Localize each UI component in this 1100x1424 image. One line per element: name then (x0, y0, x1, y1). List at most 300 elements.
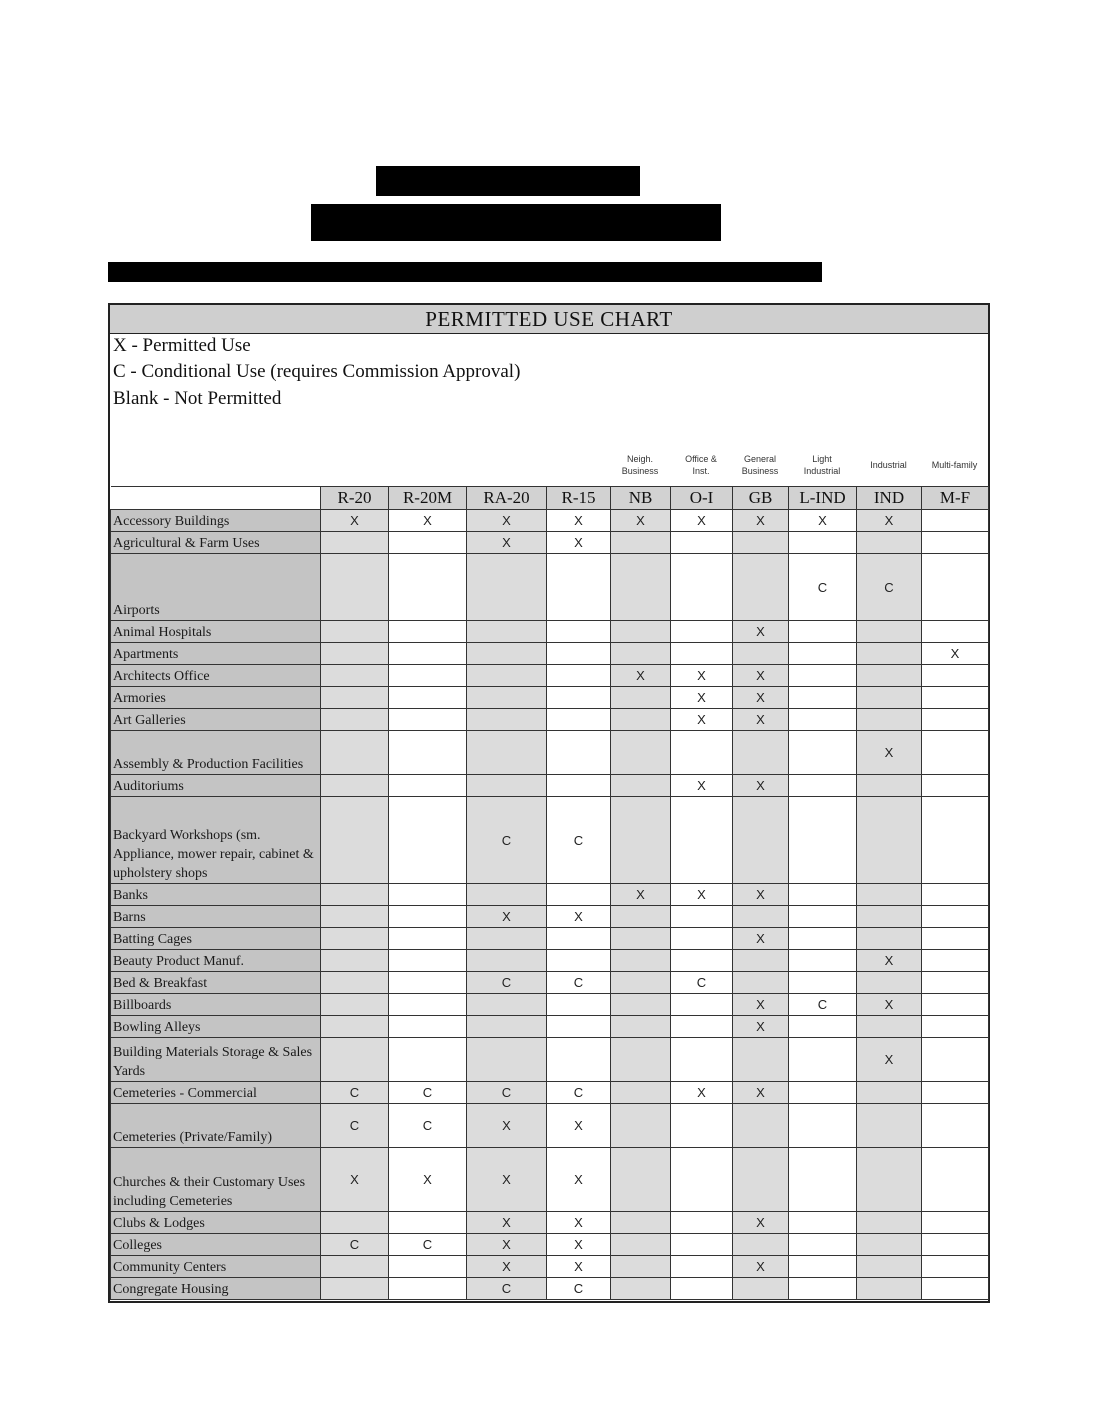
use-cell: X (671, 775, 733, 797)
use-cell (611, 532, 671, 554)
use-name: Clubs & Lodges (111, 1212, 321, 1234)
use-cell: X (611, 510, 671, 532)
use-cell: C (547, 972, 611, 994)
use-cell (321, 687, 389, 709)
legend-permitted: X - Permitted Use (113, 335, 251, 356)
use-cell (611, 1016, 671, 1038)
use-cell: X (389, 510, 467, 532)
use-cell (922, 554, 989, 621)
zone-description: General Business (741, 454, 779, 476)
use-cell (857, 1148, 922, 1212)
use-cell (671, 643, 733, 665)
use-cell (611, 972, 671, 994)
use-cell (389, 731, 467, 775)
use-cell (547, 950, 611, 972)
use-cell: X (467, 532, 547, 554)
use-cell (857, 1104, 922, 1148)
use-cell (611, 928, 671, 950)
use-cell (733, 1278, 789, 1300)
table-row (111, 775, 989, 797)
use-cell: C (321, 1104, 389, 1148)
use-cell (922, 1082, 989, 1104)
use-cell (671, 731, 733, 775)
use-cell: C (671, 972, 733, 994)
use-cell (922, 731, 989, 775)
use-cell: X (733, 665, 789, 687)
use-cell (733, 797, 789, 884)
use-cell (922, 950, 989, 972)
zone-header: GB (733, 487, 789, 510)
use-cell: X (671, 510, 733, 532)
use-cell (671, 1278, 733, 1300)
use-cell: X (321, 510, 389, 532)
zone-header: RA-20 (467, 487, 547, 510)
use-cell: X (733, 510, 789, 532)
use-name: Churches & their Customary Uses including Cemeteries (111, 1148, 321, 1212)
use-cell: X (733, 709, 789, 731)
table-row (111, 928, 989, 950)
use-cell: X (857, 950, 922, 972)
use-cell (857, 775, 922, 797)
use-cell: X (733, 1212, 789, 1234)
use-cell (389, 884, 467, 906)
use-cell (467, 687, 547, 709)
zone-description (320, 445, 388, 485)
use-cell (789, 797, 857, 884)
table-row (111, 510, 989, 532)
use-cell (671, 621, 733, 643)
use-cell: X (857, 731, 922, 775)
use-cell (467, 621, 547, 643)
use-cell (467, 709, 547, 731)
use-cell (922, 510, 989, 532)
zone-header: R-20M (389, 487, 467, 510)
use-cell (671, 797, 733, 884)
use-cell (922, 532, 989, 554)
use-name: Billboards (111, 994, 321, 1016)
use-cell (547, 1038, 611, 1082)
use-cell (922, 1148, 989, 1212)
use-cell (733, 643, 789, 665)
use-cell (389, 532, 467, 554)
use-name: Building Materials Storage & Sales Yards (111, 1038, 321, 1082)
use-cell (547, 884, 611, 906)
use-cell (547, 554, 611, 621)
use-cell: X (467, 1256, 547, 1278)
use-cell (789, 775, 857, 797)
use-cell (611, 1256, 671, 1278)
use-cell (671, 906, 733, 928)
use-cell (611, 1038, 671, 1082)
use-cell: X (321, 1148, 389, 1212)
use-cell (547, 665, 611, 687)
use-cell: X (671, 709, 733, 731)
use-cell (321, 665, 389, 687)
use-cell: X (547, 906, 611, 928)
use-cell (547, 731, 611, 775)
use-name: Congregate Housing (111, 1278, 321, 1300)
use-cell: C (467, 972, 547, 994)
use-cell (671, 532, 733, 554)
use-cell (922, 1278, 989, 1300)
use-cell: C (467, 1278, 547, 1300)
use-cell: X (611, 665, 671, 687)
use-cell: X (547, 1104, 611, 1148)
use-cell (922, 1234, 989, 1256)
use-cell: X (733, 775, 789, 797)
use-cell: C (467, 1082, 547, 1104)
use-cell (611, 554, 671, 621)
use-cell (857, 621, 922, 643)
redacted-intro-line (108, 262, 822, 282)
zone-description: Neigh. Business (621, 454, 659, 476)
use-cell (789, 709, 857, 731)
use-cell (321, 906, 389, 928)
use-cell (922, 1016, 989, 1038)
use-name: Backyard Workshops (sm. Appliance, mower repair, cabinet & upholstery shops (111, 797, 321, 884)
use-cell (922, 797, 989, 884)
use-cell (321, 928, 389, 950)
use-cell (789, 1256, 857, 1278)
use-cell: X (611, 884, 671, 906)
use-cell: X (671, 665, 733, 687)
use-cell (467, 554, 547, 621)
use-cell (467, 1016, 547, 1038)
use-cell (922, 1104, 989, 1148)
zone-description: Multi-family (931, 460, 978, 470)
table-row (111, 797, 989, 884)
use-cell (467, 950, 547, 972)
use-cell (671, 1212, 733, 1234)
use-name: Community Centers (111, 1256, 321, 1278)
use-cell (789, 972, 857, 994)
use-cell (789, 687, 857, 709)
use-cell (922, 687, 989, 709)
use-cell: C (789, 554, 857, 621)
use-cell (547, 1016, 611, 1038)
use-cell (467, 643, 547, 665)
use-name: Batting Cages (111, 928, 321, 950)
use-cell: X (733, 928, 789, 950)
use-cell (389, 1278, 467, 1300)
use-cell (389, 994, 467, 1016)
header-blank-cell (111, 487, 321, 510)
use-cell (922, 665, 989, 687)
use-cell: C (321, 1234, 389, 1256)
use-cell: X (733, 884, 789, 906)
use-cell (922, 1256, 989, 1278)
use-cell (733, 950, 789, 972)
use-cell (789, 884, 857, 906)
table-row (111, 731, 989, 775)
use-cell (671, 1148, 733, 1212)
use-table (110, 486, 989, 1300)
use-cell: X (671, 687, 733, 709)
use-cell (547, 994, 611, 1016)
use-cell (321, 709, 389, 731)
use-cell: X (671, 1082, 733, 1104)
use-cell (789, 1234, 857, 1256)
use-cell: X (547, 1212, 611, 1234)
table-row (111, 1104, 989, 1148)
table-row (111, 554, 989, 621)
use-cell: X (389, 1148, 467, 1212)
use-cell (789, 1212, 857, 1234)
use-cell (611, 731, 671, 775)
legend-blank: Blank - Not Permitted (113, 388, 282, 409)
use-cell (857, 643, 922, 665)
table-row (111, 687, 989, 709)
use-cell: X (922, 643, 989, 665)
use-cell (321, 1278, 389, 1300)
table-row (111, 665, 989, 687)
use-cell (733, 554, 789, 621)
use-cell (789, 906, 857, 928)
use-cell (789, 1148, 857, 1212)
use-cell (857, 884, 922, 906)
use-cell (611, 687, 671, 709)
use-cell: X (547, 1234, 611, 1256)
use-table-wrapper (110, 486, 989, 1300)
table-row (111, 1038, 989, 1082)
use-cell: X (467, 1148, 547, 1212)
use-cell (789, 1016, 857, 1038)
use-name: Barns (111, 906, 321, 928)
use-cell (922, 972, 989, 994)
table-row (111, 643, 989, 665)
use-cell (671, 928, 733, 950)
use-cell (467, 884, 547, 906)
use-cell: X (733, 994, 789, 1016)
use-name: Beauty Product Manuf. (111, 950, 321, 972)
use-name: Assembly & Production Facilities (111, 731, 321, 775)
use-cell (467, 731, 547, 775)
table-row (111, 950, 989, 972)
use-cell (789, 643, 857, 665)
table-row (111, 994, 989, 1016)
use-cell (389, 1038, 467, 1082)
use-cell (389, 797, 467, 884)
use-cell (789, 731, 857, 775)
use-name: Bowling Alleys (111, 1016, 321, 1038)
use-cell (321, 994, 389, 1016)
table-row (111, 972, 989, 994)
use-cell: C (547, 1082, 611, 1104)
use-cell (321, 621, 389, 643)
use-cell (547, 621, 611, 643)
use-cell (671, 1104, 733, 1148)
use-cell (857, 1278, 922, 1300)
use-cell (389, 1212, 467, 1234)
use-cell (611, 994, 671, 1016)
legend-conditional: C - Conditional Use (requires Commission Approval) (113, 361, 521, 382)
use-cell (789, 928, 857, 950)
use-cell (857, 687, 922, 709)
use-cell (321, 775, 389, 797)
use-cell (321, 950, 389, 972)
use-cell (857, 928, 922, 950)
use-cell (389, 1016, 467, 1038)
use-cell (321, 1038, 389, 1082)
use-cell (857, 906, 922, 928)
use-cell (733, 1038, 789, 1082)
use-cell: C (857, 554, 922, 621)
table-row (111, 621, 989, 643)
use-cell (671, 1234, 733, 1256)
use-cell (611, 797, 671, 884)
use-cell (922, 621, 989, 643)
use-name: Art Galleries (111, 709, 321, 731)
use-cell (611, 950, 671, 972)
use-cell (611, 1082, 671, 1104)
use-cell (467, 665, 547, 687)
use-cell (547, 928, 611, 950)
use-cell (389, 709, 467, 731)
chart-title: PERMITTED USE CHART (110, 305, 988, 334)
use-name: Colleges (111, 1234, 321, 1256)
use-cell (611, 775, 671, 797)
use-cell (922, 928, 989, 950)
use-cell: C (547, 797, 611, 884)
zone-header: IND (857, 487, 922, 510)
use-cell (733, 731, 789, 775)
zone-header: R-15 (547, 487, 611, 510)
use-cell (321, 884, 389, 906)
use-cell: X (733, 687, 789, 709)
use-cell (467, 775, 547, 797)
use-cell (671, 1016, 733, 1038)
use-cell (857, 1212, 922, 1234)
use-cell (922, 1038, 989, 1082)
use-cell (389, 621, 467, 643)
use-cell (733, 1234, 789, 1256)
use-cell (789, 665, 857, 687)
use-cell (857, 1016, 922, 1038)
use-cell (321, 1256, 389, 1278)
use-cell (611, 1278, 671, 1300)
use-cell (389, 665, 467, 687)
use-cell (789, 1082, 857, 1104)
use-cell: X (733, 1016, 789, 1038)
table-row (111, 1278, 989, 1300)
use-cell: X (547, 1148, 611, 1212)
use-name: Agricultural & Farm Uses (111, 532, 321, 554)
zone-header: R-20 (321, 487, 389, 510)
use-cell: X (733, 621, 789, 643)
use-cell (789, 532, 857, 554)
use-cell (857, 532, 922, 554)
use-name: Apartments (111, 643, 321, 665)
use-cell (611, 1148, 671, 1212)
use-cell: C (467, 797, 547, 884)
use-cell: X (857, 994, 922, 1016)
use-cell (389, 554, 467, 621)
zone-header: NB (611, 487, 671, 510)
use-cell (922, 906, 989, 928)
table-row (111, 709, 989, 731)
use-name: Architects Office (111, 665, 321, 687)
zone-header: L-IND (789, 487, 857, 510)
use-name: Auditoriums (111, 775, 321, 797)
use-cell (321, 532, 389, 554)
use-cell (733, 1148, 789, 1212)
use-cell (922, 884, 989, 906)
use-cell (321, 1212, 389, 1234)
use-cell (321, 972, 389, 994)
use-cell (389, 643, 467, 665)
use-cell: C (789, 994, 857, 1016)
zone-description: Industrial (870, 460, 907, 470)
use-cell (389, 972, 467, 994)
use-cell (671, 1038, 733, 1082)
use-name: Cemeteries - Commercial (111, 1082, 321, 1104)
use-cell (671, 950, 733, 972)
use-cell: X (671, 884, 733, 906)
zone-description: Light Industrial (803, 454, 841, 476)
use-cell (389, 906, 467, 928)
use-cell (857, 665, 922, 687)
use-cell (733, 1104, 789, 1148)
zone-header: O-I (671, 487, 733, 510)
use-name: Airports (111, 554, 321, 621)
use-cell: X (467, 906, 547, 928)
table-row (111, 906, 989, 928)
use-cell (789, 1038, 857, 1082)
use-cell (321, 643, 389, 665)
use-cell (857, 1234, 922, 1256)
use-cell (789, 950, 857, 972)
use-cell (789, 1278, 857, 1300)
use-name: Cemeteries (Private/Family) (111, 1104, 321, 1148)
use-cell (547, 775, 611, 797)
use-cell (547, 643, 611, 665)
use-cell: C (389, 1082, 467, 1104)
redacted-heading-2 (311, 204, 721, 241)
use-cell (789, 1104, 857, 1148)
table-row (111, 532, 989, 554)
use-cell (789, 621, 857, 643)
use-cell (733, 972, 789, 994)
use-cell: C (547, 1278, 611, 1300)
use-cell: C (389, 1104, 467, 1148)
use-cell (389, 775, 467, 797)
use-cell: X (467, 1212, 547, 1234)
use-cell (467, 928, 547, 950)
use-cell (857, 1082, 922, 1104)
use-cell (671, 994, 733, 1016)
use-cell (671, 1256, 733, 1278)
use-cell (389, 1256, 467, 1278)
use-cell (922, 709, 989, 731)
use-cell (922, 775, 989, 797)
table-row (111, 1148, 989, 1212)
table-row (111, 1256, 989, 1278)
use-cell (389, 950, 467, 972)
use-cell: C (389, 1234, 467, 1256)
use-cell: X (789, 510, 857, 532)
use-cell (467, 1038, 547, 1082)
use-cell (467, 994, 547, 1016)
use-cell (321, 731, 389, 775)
use-cell (321, 1016, 389, 1038)
use-name: Accessory Buildings (111, 510, 321, 532)
zone-header-row (111, 487, 989, 510)
use-cell (922, 1212, 989, 1234)
use-cell: X (467, 1104, 547, 1148)
permitted-use-chart (108, 303, 990, 1303)
use-cell: X (547, 532, 611, 554)
use-cell: C (321, 1082, 389, 1104)
